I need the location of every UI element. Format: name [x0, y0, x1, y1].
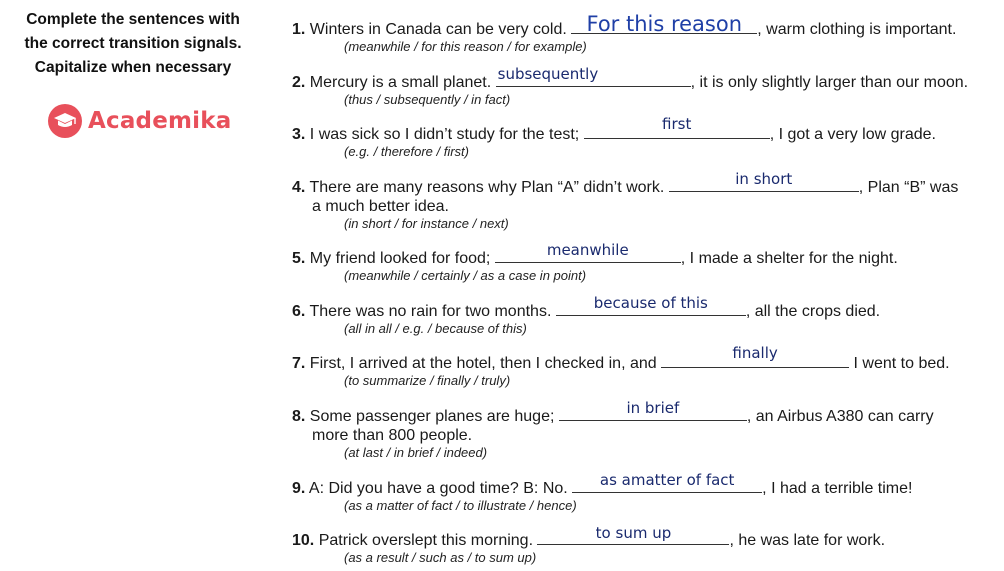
question-7 — [292, 344, 1004, 389]
answer-blank[interactable] — [669, 170, 859, 192]
answer-text: to sum up — [595, 524, 672, 542]
question-2 — [292, 65, 1004, 108]
answer-text: as amatter of fact — [599, 471, 735, 489]
sentence-start: I was sick so I didn’t study for the test; — [309, 126, 584, 143]
answer-text: subsequently — [497, 65, 599, 83]
sentence-end: , all the crops died. — [745, 303, 881, 320]
instructions-line-2: the correct transition signals. — [24, 35, 242, 52]
question-number: 1. — [292, 21, 306, 38]
sentence-end: , I got a very low grade. — [769, 126, 936, 143]
instructions-line-1: Complete the sentences with — [26, 11, 240, 28]
answer-text: first — [662, 115, 692, 133]
answer-options: (to summarize / finally / truly) — [344, 373, 511, 388]
question-8 — [292, 399, 1004, 461]
sentence-end: , an Airbus A380 can carry — [746, 408, 934, 425]
answer-text: in short — [735, 170, 793, 188]
answer-text: For this reason — [586, 12, 743, 36]
answer-blank[interactable] — [537, 524, 729, 545]
question-4 — [292, 170, 1004, 232]
sentence-end: , warm clothing is important. — [757, 21, 957, 38]
answer-options: (at last / in brief / indeed) — [344, 445, 488, 460]
answer-options: (all in all / e.g. / because of this) — [344, 321, 527, 336]
answer-options: (thus / subsequently / in fact) — [344, 92, 511, 107]
sentence-start: A: Did you have a good time? B: No. — [308, 480, 573, 497]
question-number: 8. — [292, 408, 306, 425]
sentence-continuation: a much better idea. — [312, 198, 449, 215]
question-1 — [292, 12, 1004, 55]
sentence-start: Some passenger planes are huge; — [309, 408, 559, 425]
answer-options: (e.g. / therefore / first) — [344, 144, 469, 159]
question-number: 3. — [292, 126, 306, 143]
question-3 — [292, 115, 1004, 160]
answer-text: meanwhile — [546, 241, 629, 259]
answer-blank[interactable] — [661, 344, 849, 368]
question-9 — [292, 471, 1004, 514]
sentence-start: There was no rain for two months. — [309, 303, 556, 320]
answer-blank[interactable] — [571, 12, 757, 36]
sentence-start: There are many reasons why Plan “A” didn’t work. — [309, 179, 669, 196]
sentence-start: Patrick overslept this morning. — [318, 532, 538, 549]
exercise-list — [292, 0, 1004, 571]
instructions-line-3: Capitalize when necessary — [34, 59, 232, 76]
sidebar — [0, 0, 268, 571]
question-number: 5. — [292, 250, 306, 267]
academika-logo — [48, 104, 231, 138]
answer-text: because of this — [593, 294, 708, 312]
logo-text: Academika — [88, 108, 232, 134]
sentence-continuation: more than 800 people. — [312, 427, 473, 444]
answer-blank[interactable] — [559, 399, 747, 421]
sentence-end: , I made a shelter for the night. — [680, 250, 898, 267]
question-10 — [292, 524, 1004, 566]
sentence-end: , Plan “B” was — [858, 179, 959, 196]
sentence-start: Winters in Canada can be very cold. — [309, 21, 572, 38]
answer-blank[interactable] — [572, 471, 762, 493]
question-5 — [292, 241, 1004, 284]
question-number: 9. — [292, 480, 306, 497]
question-number: 4. — [292, 179, 306, 196]
answer-blank[interactable] — [495, 241, 681, 263]
question-number: 2. — [292, 74, 306, 91]
answer-text: in brief — [626, 399, 680, 417]
answer-blank[interactable] — [496, 65, 691, 87]
question-number: 10. — [292, 532, 315, 549]
answer-text: finally — [732, 344, 778, 362]
sentence-end: , I had a terrible time! — [762, 480, 913, 497]
answer-options: (meanwhile / certainly / as a case in point) — [344, 268, 587, 283]
answer-blank[interactable] — [584, 115, 770, 139]
answer-blank[interactable] — [556, 294, 746, 316]
sentence-end: I went to bed. — [849, 355, 950, 372]
sentence-start: Mercury is a small planet. — [309, 74, 496, 91]
answer-options: (as a result / such as / to sum up) — [344, 550, 537, 565]
sentence-end: , it is only slightly larger than our moon. — [690, 74, 969, 91]
graduation-cap-icon — [48, 104, 82, 138]
sentence-start: First, I arrived at the hotel, then I checked in, and — [309, 355, 662, 372]
question-number: 7. — [292, 355, 306, 372]
instructions — [4, 8, 262, 80]
question-6 — [292, 294, 1004, 337]
sentence-end: , he was late for work. — [729, 532, 886, 549]
answer-options: (meanwhile / for this reason / for example) — [344, 39, 587, 54]
answer-options: (in short / for instance / next) — [344, 216, 509, 231]
sentence-start: My friend looked for food; — [309, 250, 495, 267]
answer-options: (as a matter of fact / to illustrate / hence) — [344, 498, 577, 513]
question-number: 6. — [292, 303, 306, 320]
